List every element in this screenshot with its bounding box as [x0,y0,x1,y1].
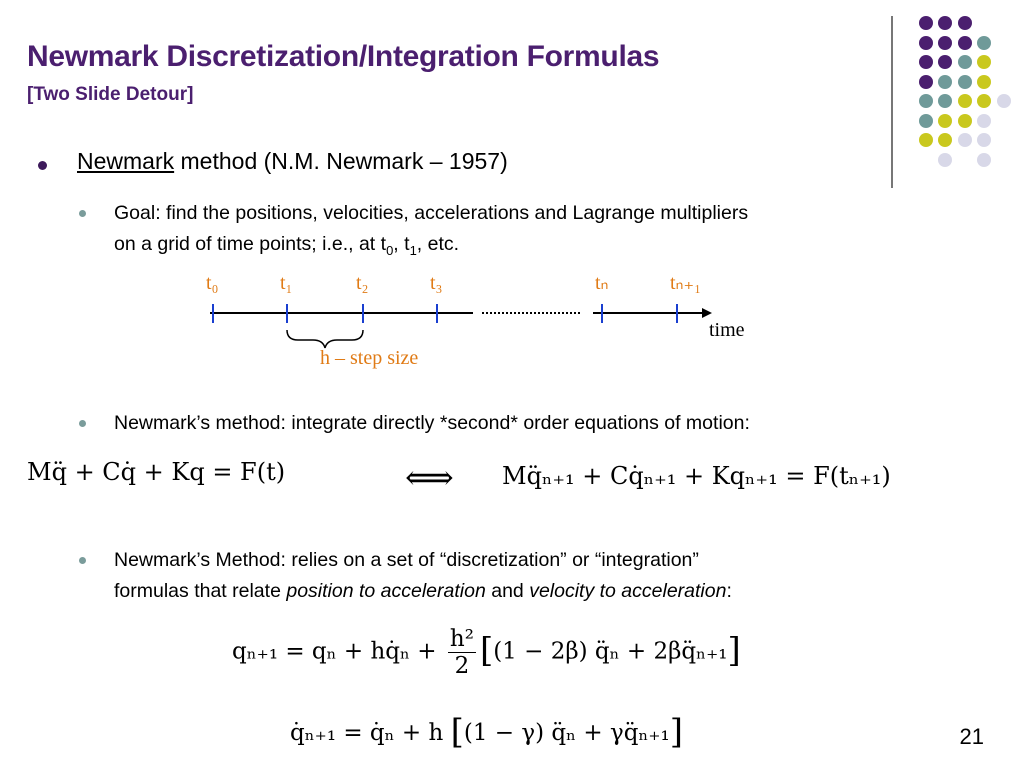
bullet-relies [114,545,974,607]
page-number: 21 [959,724,984,749]
right-bracket: ] [669,712,684,752]
position-update-formula [232,626,741,679]
decorative-dot [977,55,991,69]
decorative-dot [977,133,991,147]
equation-of-motion: Mq̈ + Cq̇ + Kq = F(t) [27,458,286,486]
decorative-dot [997,94,1011,108]
bullet-newmark-method [77,148,508,175]
relies-line-2 [114,576,974,607]
timeline-label: t₀ [206,272,219,294]
goal-line-2 [114,229,974,266]
decorative-dot [977,94,991,108]
bullet-marker [79,557,86,564]
page-subtitle: [Two Slide Detour] [27,84,194,105]
decorative-dot [958,94,972,108]
discrete-equation-of-motion: Mq̈ₙ₊₁ + Cq̇ₙ₊₁ + Kqₙ₊₁ = F(tₙ₊₁) [502,462,891,490]
goal-end: , etc. [416,233,460,255]
decorative-dot [919,36,933,50]
decorative-dot [958,133,972,147]
equivalence-symbol: ⟺ [405,458,454,498]
decorative-dot [919,133,933,147]
fraction [448,626,476,679]
time-axis-label: time [709,319,745,341]
decorative-dot [919,94,933,108]
right-bracket: ] [727,630,741,671]
decorative-dot [938,75,952,89]
relies-and: and [485,580,530,602]
left-bracket: [ [450,712,464,752]
timeline-label: t₁ [280,272,293,294]
relies-line-1: Newmark’s Method: relies on a set of “discretization” or “integration” [114,549,699,571]
bullet-marker [79,420,86,427]
bullet-goal [114,198,974,266]
timeline-diagram [190,268,790,378]
bullet-marker [79,210,86,217]
velocity-update-formula [290,712,683,752]
relies-colon: : [726,580,732,602]
subscript-0: 0 [386,242,394,258]
goal-sep: , t [393,233,410,255]
position-lhs: qₙ₊₁ = qₙ + hq̇ₙ + [232,638,437,665]
step-size-label: h – step size [320,347,419,369]
decorative-dot [938,55,952,69]
decorative-dot [919,16,933,30]
relies-text: formulas that relate [114,580,287,602]
relies-italic-velocity: velocity to acceleration [529,580,727,602]
timeline-label: tₙ₊₁ [670,272,702,294]
subscript-1: 1 [409,242,417,258]
decorative-dot [919,55,933,69]
timeline-arrowhead [702,308,712,318]
decorative-dot [919,114,933,128]
timeline-label: tₙ [595,272,609,294]
bullet-marker [38,161,47,170]
decorative-dot [958,75,972,89]
bullet-text: method (N.M. Newmark – 1957) [174,148,508,174]
fraction-numerator: h² [449,626,474,652]
timeline-label: t₃ [430,272,443,294]
page-title: Newmark Discretization/Integration Formulas [27,40,660,73]
decorative-dot [977,75,991,89]
decorative-dot [938,133,952,147]
decorative-dot [977,36,991,50]
decorative-dot [977,114,991,128]
decorative-dot [977,153,991,167]
step-size-brace [287,330,363,348]
decorative-dot [958,55,972,69]
timeline-label: t₂ [356,272,369,294]
newmark-link[interactable]: Newmark [77,148,175,174]
decorative-dot [938,36,952,50]
goal-text: on a grid of time points; i.e., at t [114,233,387,255]
decorative-dot [938,94,952,108]
bullet-method: Newmark’s method: integrate directly *second* order equations of motion: [114,412,750,434]
relies-italic-position: position to acceleration [286,580,486,602]
decorative-dot [958,36,972,50]
left-bracket: [ [479,630,494,671]
decorative-dot [958,114,972,128]
decorative-dot [938,16,952,30]
decorative-dot [958,16,972,30]
decorative-dot [938,153,952,167]
velocity-bracket-content: (1 − γ) q̈ₙ + γq̈ₙ₊₁ [463,720,670,746]
decorative-dot [938,114,952,128]
decorative-dot [919,75,933,89]
goal-line-1: Goal: find the positions, velocities, accelerations and Lagrange multipliers [114,202,749,224]
velocity-lhs: q̇ₙ₊₁ = q̇ₙ + h [290,720,444,746]
position-bracket-content: (1 − 2β) q̈ₙ + 2βq̈ₙ₊₁ [493,638,728,665]
fraction-denominator: 2 [454,653,470,679]
